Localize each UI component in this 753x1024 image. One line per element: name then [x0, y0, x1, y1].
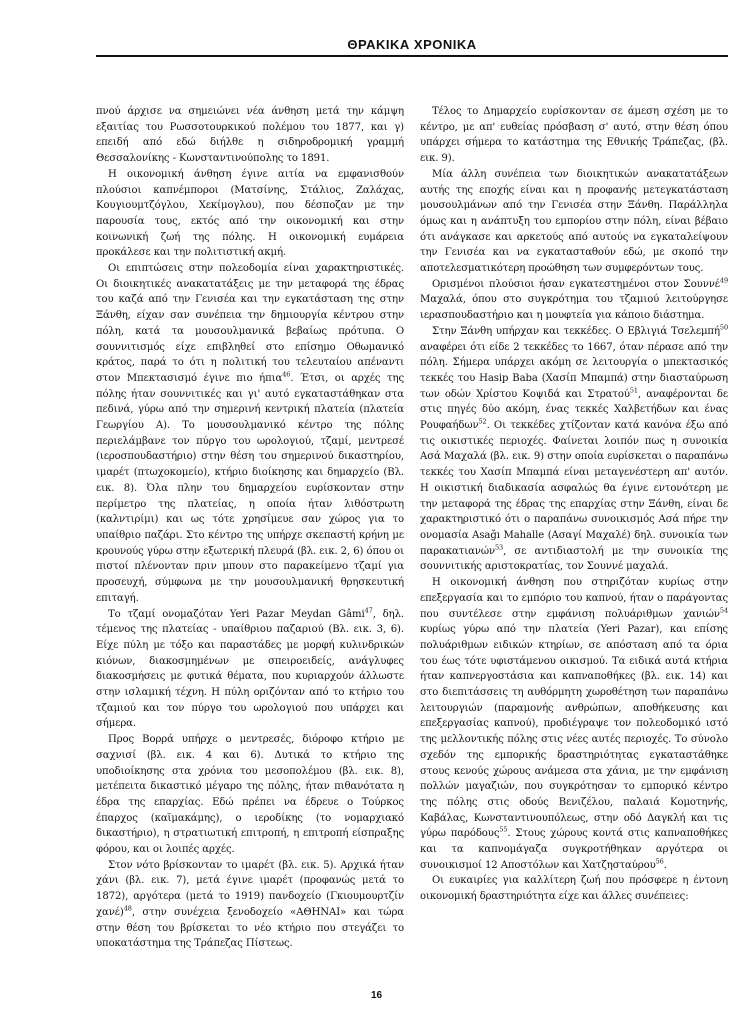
text-run: Μαχαλά, όπου στο συγκρότημα του τζαμιού λειτούργησε ιερασπουδαστήριο και η μουφτεία για κάποιο διάστημα.	[420, 294, 728, 322]
text-run: Οι ευκαιρίες για καλλίτερη ζωή που πρόσφερε η έντονη οικονομική δραστηριότητα είχε και άλλες συνέπειες:	[420, 875, 728, 903]
text-run: πνού άρχισε να σημειώνει νέα άνθηση μετά την κάμψη εξαιτίας του Ρωσσοτουρκικού πολέμου του 1877, και γ) επειδή από εδώ διήλθε η σιδηροδρομική γραμμή Θεσσαλονίκης - Κωνσταντινούπολης το 1891.	[96, 106, 404, 165]
footnote-ref: 52	[478, 417, 487, 426]
text-run: . Έτσι, οι αρχές της πόλης ήταν σουννιτικές και γι' αυτό εγκαταστάθηκαν στα πεδινά, γύρω από την σημερινή κεντρική πλατεία (πλατεία Γεωργίου Α). Το μουσουλμανικό κέντρο της πόλης περιελάμβανε τον πύργο του ωρολογιού, τζαμί, μεντρεσέ (ιεροσπουδαστήριο) στην θέση του σημερινού δικαστηρίου, ιμαρέτ (πτωχοκομείο), κτήριο διοίκησης και δημαρχείο (Βλ. εικ. 8). Όλα πλην του δημαρχείου ευρίσκονταν στην περίμετρο της πλατείας, η οποία ήταν λιθόστρωτη (καλντιρίμι) και ως τότε χρησίμευε σαν χώρος για το υπαίθριο παζάρι. Στο κέντρο της υπήρχε σκεπαστή κρήνη με κρουνούς γύρω στην εξωτερική πλευρά (βλ. εικ. 2, 6) όπου οι πιστοί πλένονταν πριν μπουν στο παρακείμενο τζαμί για προσευχή, σύμφωνα με την μουσουλμανική θρησκευτική επιταγή.	[96, 372, 404, 604]
footnote-ref: 48	[123, 904, 132, 913]
footnote-ref: 49	[719, 276, 728, 285]
text-run: . Στους χώρους κοντά στις καπναποθήκες και τα καπνομάγαζα συγκροτήθηκαν αργότερα οι συνοικισμοί 12 Αποστόλων και Χατζησταύρου	[420, 828, 728, 871]
text-run: , δηλ. τέμενος της πλατείας - υπαίθριου παζαριού (Βλ. εικ. 3, 6). Είχε πύλη με τόξο και παραστάδες με μορφή κυλινδρικών κιόνων, διακοσμημένων με σπειροειδείς, ανάγλυφες διακοσμήσεις με φυτικά θέματα, που κυριαρχούν άλλωστε στην ισλαμική τέχνη. Η πύλη οριζόνταν από το κτήριο του τζαμιού και τον πύργο του ωρολογιού που υπάρχει και σήμερα.	[96, 608, 404, 730]
footnote-ref: 55	[499, 825, 508, 834]
page-number: 16	[370, 990, 383, 1001]
footnote-ref: 50	[719, 323, 728, 332]
paragraph	[420, 575, 728, 873]
text-run: , αναφέρονται δε στις πηγές δύο ακόμη, ένας τεκκές Χαλβετήδων και ένας Ρουφαήδων	[420, 388, 728, 432]
running-title: ΘΡΑΚΙΚΑ ΧΡΟΝΙΚΑ	[347, 37, 477, 52]
text-run: Στην Ξάνθη υπήρχαν και τεκκέδες. Ο Εβλιγιά Τσελεμπή	[432, 325, 720, 337]
paragraph	[420, 873, 728, 904]
paragraph	[420, 324, 728, 575]
text-run: .	[663, 859, 667, 871]
text-run: , στην συνέχεια ξενοδοχείο «ΑΘΗΝΑΙ» και τώρα στην θέση του βρίσκεται το νέο κτήριο που στεγάζει το υποκατάστημα της Τράπεζας Πίστεως.	[96, 906, 404, 950]
text-run: κυρίως γύρω από την πλατεία (Yeri Pazar), και επίσης πολυάριθμων ειδικών κτηρίων, σε απόσταση από τα όρια του έως τότε υφιστάμενου οικισμού. Τα ειδικά αυτά κτήρια ήταν καπνεργοστάσια και καπναποθήκες (βλ. εικ. 14) και στο διεπιτάσσεις τη αυθόρμητη χωροθέτηση των παραπάνω λειτουργιών (παραμονής ανθρώπων, αποθήκευσης και επεξεργασίας καπνού), προδιέγραψε τον πολεοδομικό ιστό της μελλοντικής πόλης στις νέες αυτές περιοχές. Το σύνολο σχεδόν της εμπορικής δραστηριότητας εγκαταστάθηκε στους κενούς χώρους ανάμεσα στα χάνια, με την εμφάνιση πολλών μαγαζιών, που συγκρότησαν το εμπορικό κέντρο της πόλης στις οδούς Βενιζέλου, παλαιά Κομοτηνής, Καβάλας, Κωνσταντινουπόλεως, στην οδό Δαγκλή και τις γύρω παρόδους	[420, 624, 728, 840]
paragraph	[96, 104, 404, 167]
footnote-ref: 46	[282, 370, 291, 379]
paragraph	[96, 167, 404, 261]
text-run: Η οικονομική άνθηση έγινε αιτία να εμφανισθούν πλούσιοι καπνέμποροι (Ματσίνης, Στάλιος, Ζαλάχας, Κουγιουμτζόγλου, Χεκίμογλου), που δέσποζαν με την παρουσία τους, εκτός από την οικονομική και στην κοινωνική ζωή της πόλης. Η οικονομική ευμάρεια προκάλεσε και την πολιτιστική ακμή.	[96, 168, 404, 259]
paragraph	[96, 732, 404, 858]
text-run: Οι επιπτώσεις στην πολεοδομία είναι χαρακτηριστικές. Οι διοικητικές ανακατατάξεις με την μεταφορά της έδρας του καζά από την Γενισέα και την εγκατάσταση της στην Ξάνθη, είχαν σαν συνέπεια την δημιουργία κέντρου στην πόλη, κατά τα μουσουλμανικά βεβαίως πρότυπα. Ο σουννιτισμός είχε επιβληθεί στο επίσημο Οθωμανικό κράτος, παρά το ότι η πολιτική του τελευταίου απέναντι στον Μπεκτασισμό έγινε πιο ήπια	[96, 263, 404, 384]
text-run: Μία άλλη συνέπεια των διοικητικών ανακατατάξεων αυτής της εποχής είναι και η προφανής μετεγκατάσταση μουσουλμάνων από την Γενισέα στην Ξάνθη. Παράλληλα όμως και η ανάπτυξη του εμπορίου στην πόλη, είναι βέβαιο ότι ανάγκασε και αρκετούς από αυτούς να εγκαταλείψουν την Γενισέα και να εγκατασταθούν εδώ, με σκοπό την αποτελεσματικότερη προώθηση των συμφερόντων τους.	[420, 168, 728, 275]
text-run: Το τζαμί ονομαζόταν Yeri Pazar Meydan Gâmi	[108, 608, 365, 620]
text-run: αναφέρει ότι είδε 2 τεκκέδες το 1667, όταν πέρασε από την πόλη. Σήμερα υπάρχει ακόμη σε λειτουργία ο μπεκτασικός τεκκές του Hasip Baba (Χασίπ Μπαμπά) στην διασταύρωση των οδών Χρίστου Κοψιδά και Στρατού	[420, 341, 728, 400]
text-run: . Οι τεκκέδες χτίζονταν κατά κανόνα έξω από τις οικιστικές περιοχές. Φαίνεται λοιπόν πως η συνοικία Ασά Μαχαλά (βλ. εικ. 9) στην οποία ευρίσκεται ο παραπάνω τεκκές του Χασίπ Μπαμπά είναι μεταγενέστερη απ' αυτόν. Η οικιστική διαδικασία ασφαλώς θα έγινε εντονότερη με την μεταφορά της έδρας της επαρχίας στην Ξάνθη, είναι δε χαρακτηριστικό ότι ο παραπάνω συνοικισμός Ασά πήρε την ονομασία Asağı Mahalle (Ασαγί Μαχαλέ) δηλ. συνοικία των παρακατιανών	[420, 420, 728, 557]
header-rule	[96, 55, 728, 57]
text-column-left	[96, 104, 404, 952]
paragraph	[96, 261, 404, 606]
footnote-ref: 54	[719, 606, 728, 615]
paragraph	[420, 277, 728, 324]
text-run: Ορισμένοι πλούσιοι ήσαν εγκατεστημένοι στον Σουννέ	[432, 278, 720, 290]
text-run: Η οικονομική άνθηση που στηριζόταν κυρίως στην επεξεργασία και το εμπόριο του καπνού, ήταν ο παράγοντας που συντέλεσε στην εμφάνιση πολυάριθμων χανιών	[420, 577, 728, 620]
text-run: Προς Βορρά υπήρχε ο μεντρεσές, διόροφο κτήριο με σαχνισί (βλ. εικ. 4 και 6). Δυτικά το κτήριο της υποδιοίκησης στα χρόνια του μεσοπολέμου (βλ. εικ. 8), μετέπειτα δικαστικό μέγαρο της πόλης, ήταν πιθανότατα η έδρα της επαρχίας. Εδώ πρέπει να έδρευε ο Τούρκος έπαρχος (καϊμακάμης), ο ιεροδίκης (το νομαρχιακό δικαστήριο), η στρατιωτική επιτροπή, η επιτροπή είσπραξης φόρου, και οι λοιπές αρχές.	[96, 734, 404, 856]
paragraph	[420, 167, 728, 277]
paragraph	[420, 104, 728, 167]
footnote-ref: 53	[495, 543, 504, 552]
text-run: Τέλος το Δημαρχείο ευρίσκονταν σε άμεση σχέση με το κέντρο, με απ' ευθείας πρόσβαση σ' αυτό, στην θέση όπου υπάρχει σήμερα το κατάστημα της Εθνικής Τράπεζας, (βλ. εικ. 9).	[420, 106, 728, 165]
footnote-ref: 56	[655, 857, 664, 866]
footnote-ref: 47	[364, 606, 373, 615]
text-run: , σε αντιδιαστολή με την συνοικία της σουννιτικής αριστοκρατίας, τον Σουννέ μαχαλά.	[420, 545, 728, 573]
text-run: Στον νότο βρίσκονταν το ιμαρέτ (βλ. εικ. 5). Αρχικά ήταν χάνι (βλ. εικ. 7), μετά έγινε ιμαρέτ (προφανώς μετά το 1872), αργότερα (μετά το 1919) πανδοχείο (Γκιουμουρτζίν χανέ)	[96, 859, 404, 918]
paragraph	[96, 607, 404, 733]
paragraph	[96, 858, 404, 952]
footnote-ref: 51	[629, 386, 638, 395]
text-column-right	[420, 104, 728, 905]
